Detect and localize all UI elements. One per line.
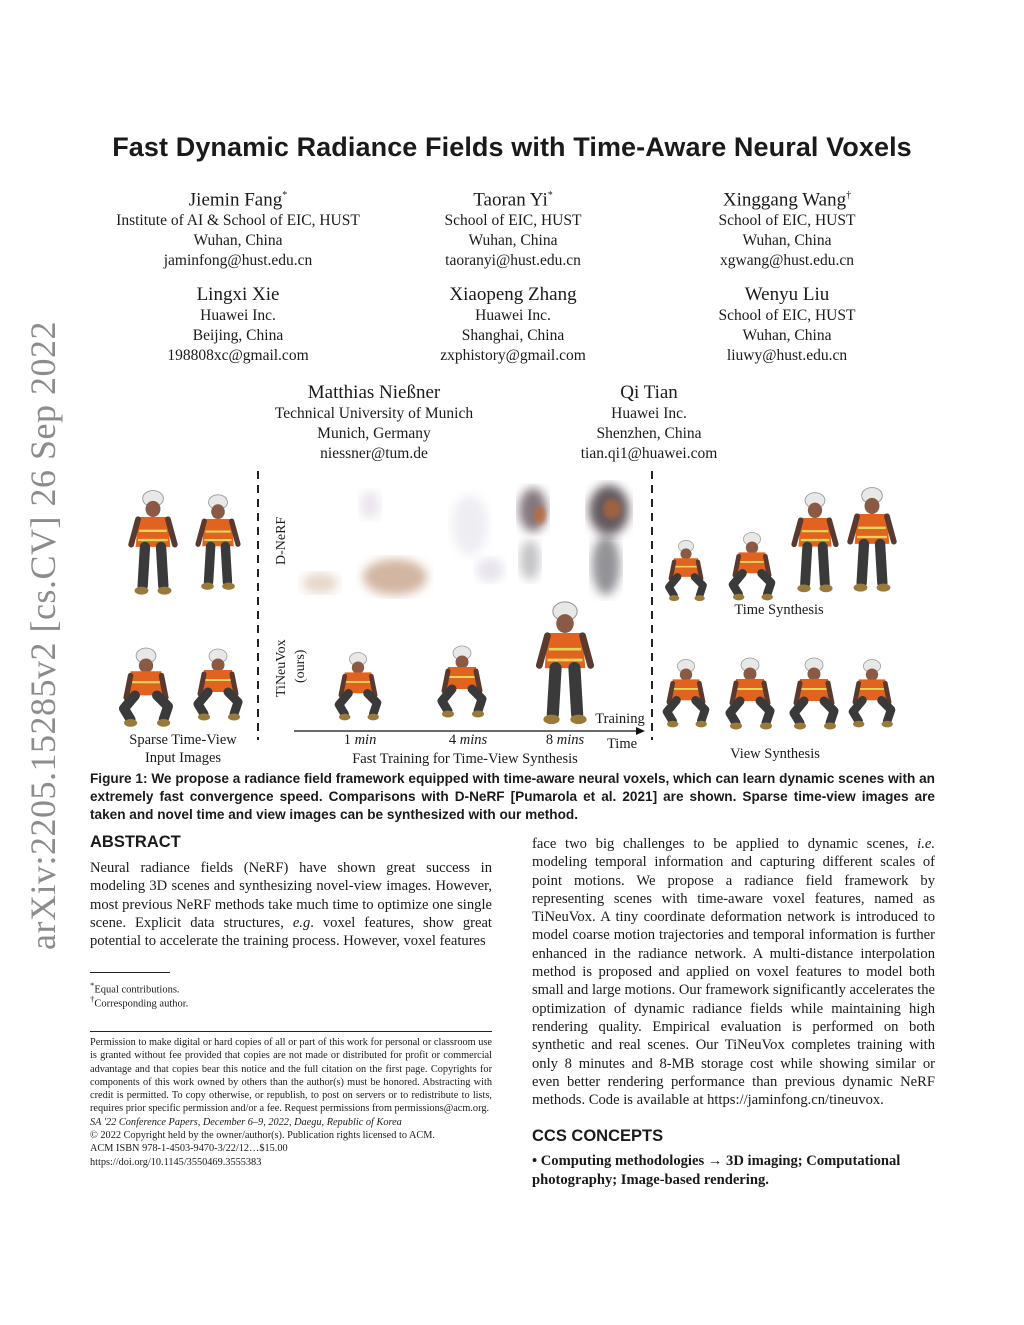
author-email: taoranyi@hust.edu.cn xyxy=(445,252,581,270)
tineuvox-result-4mins xyxy=(442,646,484,718)
author-block xyxy=(484,382,814,464)
input-image-3 xyxy=(124,648,170,727)
time-label: Time xyxy=(606,736,638,752)
footnote-rule xyxy=(90,972,170,973)
author-location: Wuhan, China xyxy=(742,232,832,250)
author-affiliation: Huawei Inc. xyxy=(611,405,687,422)
tick-4mins: 4 mins xyxy=(448,732,488,748)
abstract-left: Neural radiance fields (NeRF) have shown great success in modeling 3D scenes and synthesizing novel-view images. However, most previous NeRF methods take much time to optimize one single scene. Explicit data structures, e.g. voxel features, show great potential to accelerate the training process. However, voxel features xyxy=(90,860,492,950)
row-label-ours: (ours) xyxy=(293,649,308,683)
author-name: Lingxi Xie xyxy=(196,284,280,305)
tineuvox-result-1min xyxy=(339,652,379,720)
training-axis-arrowhead xyxy=(636,727,645,735)
author-email: 198808xc@gmail.com xyxy=(167,347,309,364)
input-image-1 xyxy=(131,491,175,595)
permission-block: Permission to make digital or hard copies of all or part of this work for personal or classroom use is granted without fee provided that copies are not made or distributed for profit or commercial advantage and that copies bear this notice and the full citation on the first page. Copyrights for components of this work owned by others than the author(s) must be honored. Abstracting with credit is permitted. To copy otherwise, or republish, to post on servers or to redistribute to lists, requires prior specific permission and/or a fee. Request permissions from permissions@acm.org. SA '22 Conference Papers, December 6–9, 2022, Daegu, Republic of Korea © 2022 Copyright held by the owner/author(s). Publication rights licensed to ACM. ACM ISBN 978-1-4503-9470-3/22/12…$15.00 https://doi.org/10.1145/3550469.3555383 xyxy=(90,1037,492,1168)
dnerf-result-1 xyxy=(296,475,436,597)
training-label: Training xyxy=(595,711,645,727)
dnerf-result-2 xyxy=(452,495,504,582)
author-location: Wuhan, China xyxy=(468,232,558,250)
view-synth-1 xyxy=(667,659,707,727)
author-name: Taoran Yi* xyxy=(473,189,553,211)
dnerf-result-4 xyxy=(589,485,629,595)
view-synthesis-label: View Synthesis xyxy=(730,746,820,762)
author-affiliation: School of EIC, HUST xyxy=(444,212,582,230)
training-axis-label: Fast Training for Time-View Synthesis xyxy=(352,751,578,767)
author-affiliation: Huawei Inc. xyxy=(475,307,551,324)
arxiv-side-label: arXiv:2205.15285v2 [cs.CV] 26 Sep 2022 xyxy=(23,321,63,950)
view-synth-4 xyxy=(853,659,893,727)
author-location: Beijing, China xyxy=(192,327,284,344)
figure-graphics xyxy=(0,465,1024,770)
author-name: Qi Tian xyxy=(620,382,678,403)
time-synth-4 xyxy=(850,488,894,592)
abstract-heading: ABSTRACT xyxy=(90,833,181,851)
view-synth-2 xyxy=(730,658,772,730)
author-affiliation: Technical University of Munich xyxy=(274,405,474,422)
author-email: jaminfong@hust.edu.cn xyxy=(163,252,313,270)
author-email: niessner@tum.de xyxy=(320,445,428,462)
author-name: Xiaopeng Zhang xyxy=(449,284,577,305)
figure-caption: Figure 1: We propose a radiance field framework equipped with time-aware neural voxels, which can learn dynamic scenes with an extremely fast convergence speed. Comparisons with D-NeRF [Pumarola et al. 2021] are shown. Sparse time-view images are taken and novel time and view images can be synthesized with our method. xyxy=(90,771,935,822)
view-synth-3 xyxy=(794,658,836,730)
ccs-heading: CCS CONCEPTS xyxy=(532,1127,664,1145)
author-affiliation: Huawei Inc. xyxy=(200,307,276,324)
author-email: liuwy@hust.edu.cn xyxy=(726,347,848,364)
input-image-4 xyxy=(198,649,240,721)
author-name: Xinggang Wang† xyxy=(722,189,852,211)
input-image-2 xyxy=(198,495,238,590)
author-location: Munich, Germany xyxy=(317,425,431,442)
tick-1min: 1 min xyxy=(343,732,377,748)
footnote-corresponding: †Corresponding author. xyxy=(90,994,189,1010)
author-email: zxphistory@gmail.com xyxy=(440,347,586,364)
dnerf-result-3 xyxy=(519,488,547,580)
row-label-dnerf: D-NeRF xyxy=(274,516,289,565)
input-label: Sparse Time-View Input Images xyxy=(129,732,237,766)
author-location: Shanghai, China xyxy=(461,327,565,344)
author-affiliation: School of EIC, HUST xyxy=(718,212,856,230)
permission-rule xyxy=(90,1031,492,1032)
time-synth-1 xyxy=(669,540,705,601)
author-location: Wuhan, China xyxy=(193,232,283,250)
author-email: xgwang@hust.edu.cn xyxy=(720,252,854,270)
figure-1 xyxy=(0,465,1024,770)
row-label-tineuvox: TiNeuVox xyxy=(274,639,289,697)
author-block xyxy=(622,284,952,366)
paper-title: Fast Dynamic Radiance Fields with Time-Aware Neural Voxels xyxy=(112,132,912,162)
time-synth-2 xyxy=(733,532,773,600)
time-synthesis-label: Time Synthesis xyxy=(734,602,824,618)
author-affiliation: Institute of AI & School of EIC, HUST xyxy=(116,212,360,230)
footnote-equal: *Equal contributions. xyxy=(90,980,180,996)
author-name: Wenyu Liu xyxy=(744,284,830,305)
ccs-concepts: • Computing methodologies → 3D imaging; Computational photography; Image-based rendering. xyxy=(532,1153,901,1188)
author-name: Jiemin Fang* xyxy=(188,189,288,211)
author-email: tian.qi1@huawei.com xyxy=(580,445,718,462)
tineuvox-result-8mins xyxy=(539,602,590,724)
time-synth-3 xyxy=(794,493,836,593)
author-block xyxy=(622,185,952,271)
author-affiliation: School of EIC, HUST xyxy=(718,307,856,324)
author-name: Matthias Nießner xyxy=(307,382,441,403)
author-location: Wuhan, China xyxy=(742,327,832,344)
tick-8mins: 8 mins xyxy=(545,732,585,748)
abstract-right: face two big challenges to be applied to dynamic scenes, i.e. modeling temporal information and capturing different scales of point motions. We propose a radiance field framework by representing scenes with time-aware voxel features, named as TiNeuVox. A tiny coordinate deformation network is introduced to model coarse motion trajectories and temporal information is further enhanced in the radiance network. A multi-distance interpolation method is proposed and applied on voxel features to model both small and large motions. Our framework significantly accelerates the optimization of dynamic radiance fields while maintaining high rendering quality. Empirical evaluation is performed on both synthetic and real scenes. Our TiNeuVox completes training with only 8 minutes and 8-MB storage cost while showing similar or even better rendering performance than previous dynamic NeRF methods. Code is available at https://jaminfong.cn/tineuvox. xyxy=(532,836,935,1109)
author-location: Shenzhen, China xyxy=(596,425,702,442)
